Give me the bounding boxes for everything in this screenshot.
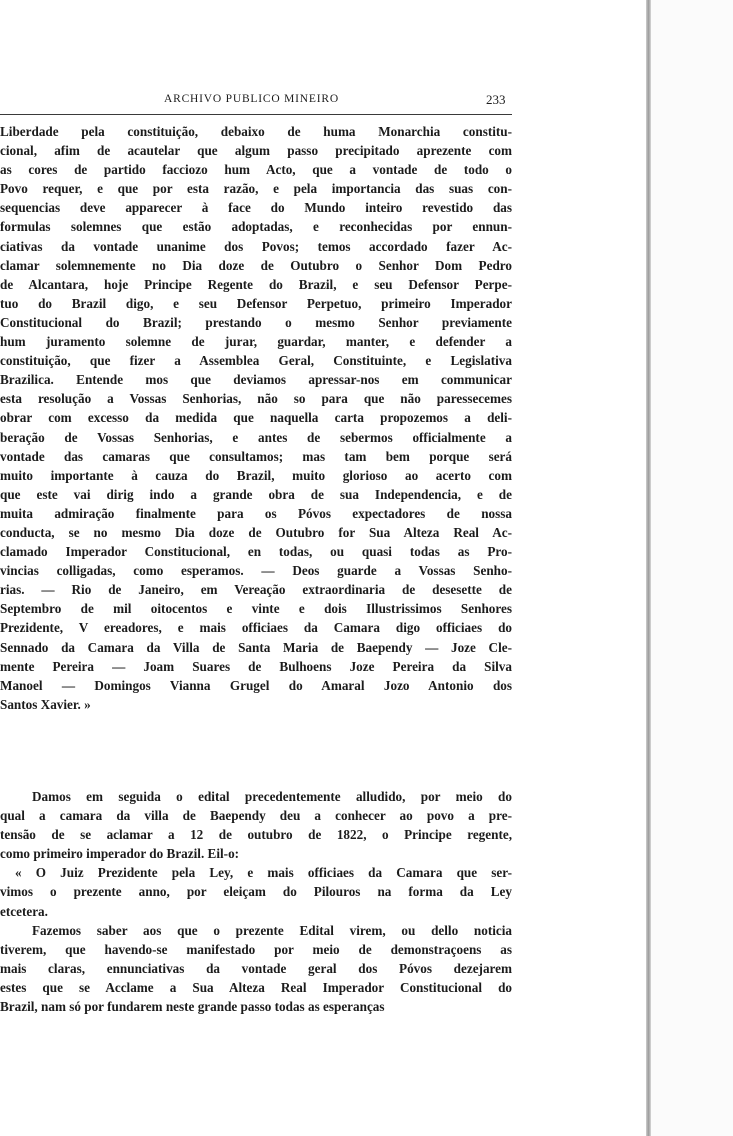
text-line: « O Juiz Prezidente pela Ley, e mais officiaes da Camara que ser- — [15, 865, 512, 881]
text-line: muito importante à cauza do Brazil, muito glorioso ao acerto com — [0, 467, 512, 483]
text-line: Liberdade pela constituição, debaixo de huma Monarchia constitu- — [0, 124, 512, 139]
text-line: vincias colligadas, como esperamos. — Deos guarde a Vossas Senho- — [0, 563, 512, 579]
text-line: Septembro de mil oitocentos e vinte e dois Illustrissimos Senhores — [0, 601, 512, 617]
text-line: sequencias deve apparecer à face do Mundo inteiro revestido das — [0, 200, 512, 216]
text-line: muita admiração finalmente para os Póvos expectadores de nossa — [0, 505, 512, 521]
text-line: Brazil, nam só por fundarem neste grande passo todas as esperanças — [0, 999, 385, 1015]
text-line: que este vai dirig indo a grande obra de sua Independencia, e de — [0, 486, 512, 502]
text-line: rias. — Rio de Janeiro, em Vereação extraordinaria de desesette de — [0, 582, 512, 598]
text-line: de Alcantara, hoje Principe Regente do Brazil, e seu Defensor Perpe- — [0, 276, 512, 292]
text-line: como primeiro imperador do Brazil. Eil-o: — [0, 846, 240, 862]
running-title: ARCHIVO PUBLICO MINEIRO — [164, 93, 339, 105]
text-line: Prezidente, V ereadores, e mais officiaes da Camara digo officiaes do — [0, 620, 512, 636]
text-line: as cores de partido facciozo hum Acto, que a vontade de todo o — [0, 162, 512, 178]
text-line: etcetera. — [0, 903, 48, 919]
text-line: Damos em seguida o edital precedentemente alludido, por meio do — [32, 789, 512, 804]
text-line: mente Pereira — Joam Suares de Bulhoens Joze Pereira da Silva — [0, 658, 512, 674]
text-line: estes que se Acclame a Sua Alteza Real Imperador Constitucional do — [0, 979, 512, 995]
text-line: Constitucional do Brazil; prestando o mesmo Senhor previamente — [0, 314, 512, 330]
text-line: Fazemos saber aos que o prezente Edital virem, ou dello noticia — [32, 922, 512, 938]
text-line: vontade das camaras que consultamos; mas tam bem porque será — [0, 448, 512, 464]
text-line: Brazilica. Entende mos que deviamos apressar-nos em communicar — [0, 372, 512, 388]
paragraph-2 — [0, 787, 512, 1016]
text-line: conducta, se no mesmo Dia doze de Outubro for Sua Alteza Real Ac- — [0, 524, 512, 540]
text-line: beração de Vossas Senhorias, e antes de sebermos officialmente a — [0, 429, 512, 445]
text-line: tiverem, que havendo-se manifestado por meio de demonstraçoens as — [0, 941, 512, 957]
text-line: constituição, que fizer a Assemblea Geral, Constituinte, e Legislativa — [0, 353, 512, 369]
text-line: clamado Imperador Constitucional, en todas, ou quasi todas as Pro- — [0, 544, 512, 560]
text-line: obrar com excesso da medida que naquella carta propozemos a deli- — [0, 410, 512, 426]
book-spine-edge — [646, 0, 651, 1136]
text-line: ciativas da vontade unanime dos Povos; temos accordado fazer Ac- — [0, 238, 512, 254]
text-line: mais claras, ennunciativas da vontade geral dos Póvos dezejarem — [0, 960, 512, 976]
text-line: Manoel — Domingos Vianna Grugel do Amaral Jozo Antonio dos — [0, 677, 512, 693]
text-line: qual a camara da villa de Baependy deu a conhecer ao povo a pre- — [0, 808, 512, 824]
text-line: tensão de se aclamar a 12 de outubro de 1822, o Principe regente, — [0, 827, 512, 843]
header-rule — [0, 114, 512, 115]
text-line: clamar solemnemente no Dia doze de Outubro o Senhor Dom Pedro — [0, 257, 512, 273]
right-margin — [651, 0, 733, 1136]
text-line: formulas solemnes que estão adoptadas, e reconhecidas por ennun- — [0, 219, 512, 235]
text-line: Sennado da Camara da Villa de Santa Maria de Baependy — Joze Cle- — [0, 639, 512, 655]
text-line: Santos Xavier. » — [0, 696, 91, 712]
page-number: 233 — [486, 92, 506, 107]
text-line: hum juramento solemne de jurar, guardar, manter, e defender a — [0, 334, 512, 350]
text-line: cional, afim de acautelar que algum passo precipitado aprezente com — [0, 143, 512, 159]
text-line: vimos o prezente anno, por eleiçam do Pilouros na forma da Ley — [0, 884, 512, 900]
text-line: esta resolução a Vossas Senhorias, não so para que não paressecemes — [0, 391, 512, 407]
text-line: Povo requer, e que por esta razão, e pela importancia das suas con- — [0, 181, 512, 197]
text-line: tuo do Brazil digo, e seu Defensor Perpetuo, primeiro Imperador — [0, 295, 512, 311]
paragraph-1 — [0, 122, 512, 714]
